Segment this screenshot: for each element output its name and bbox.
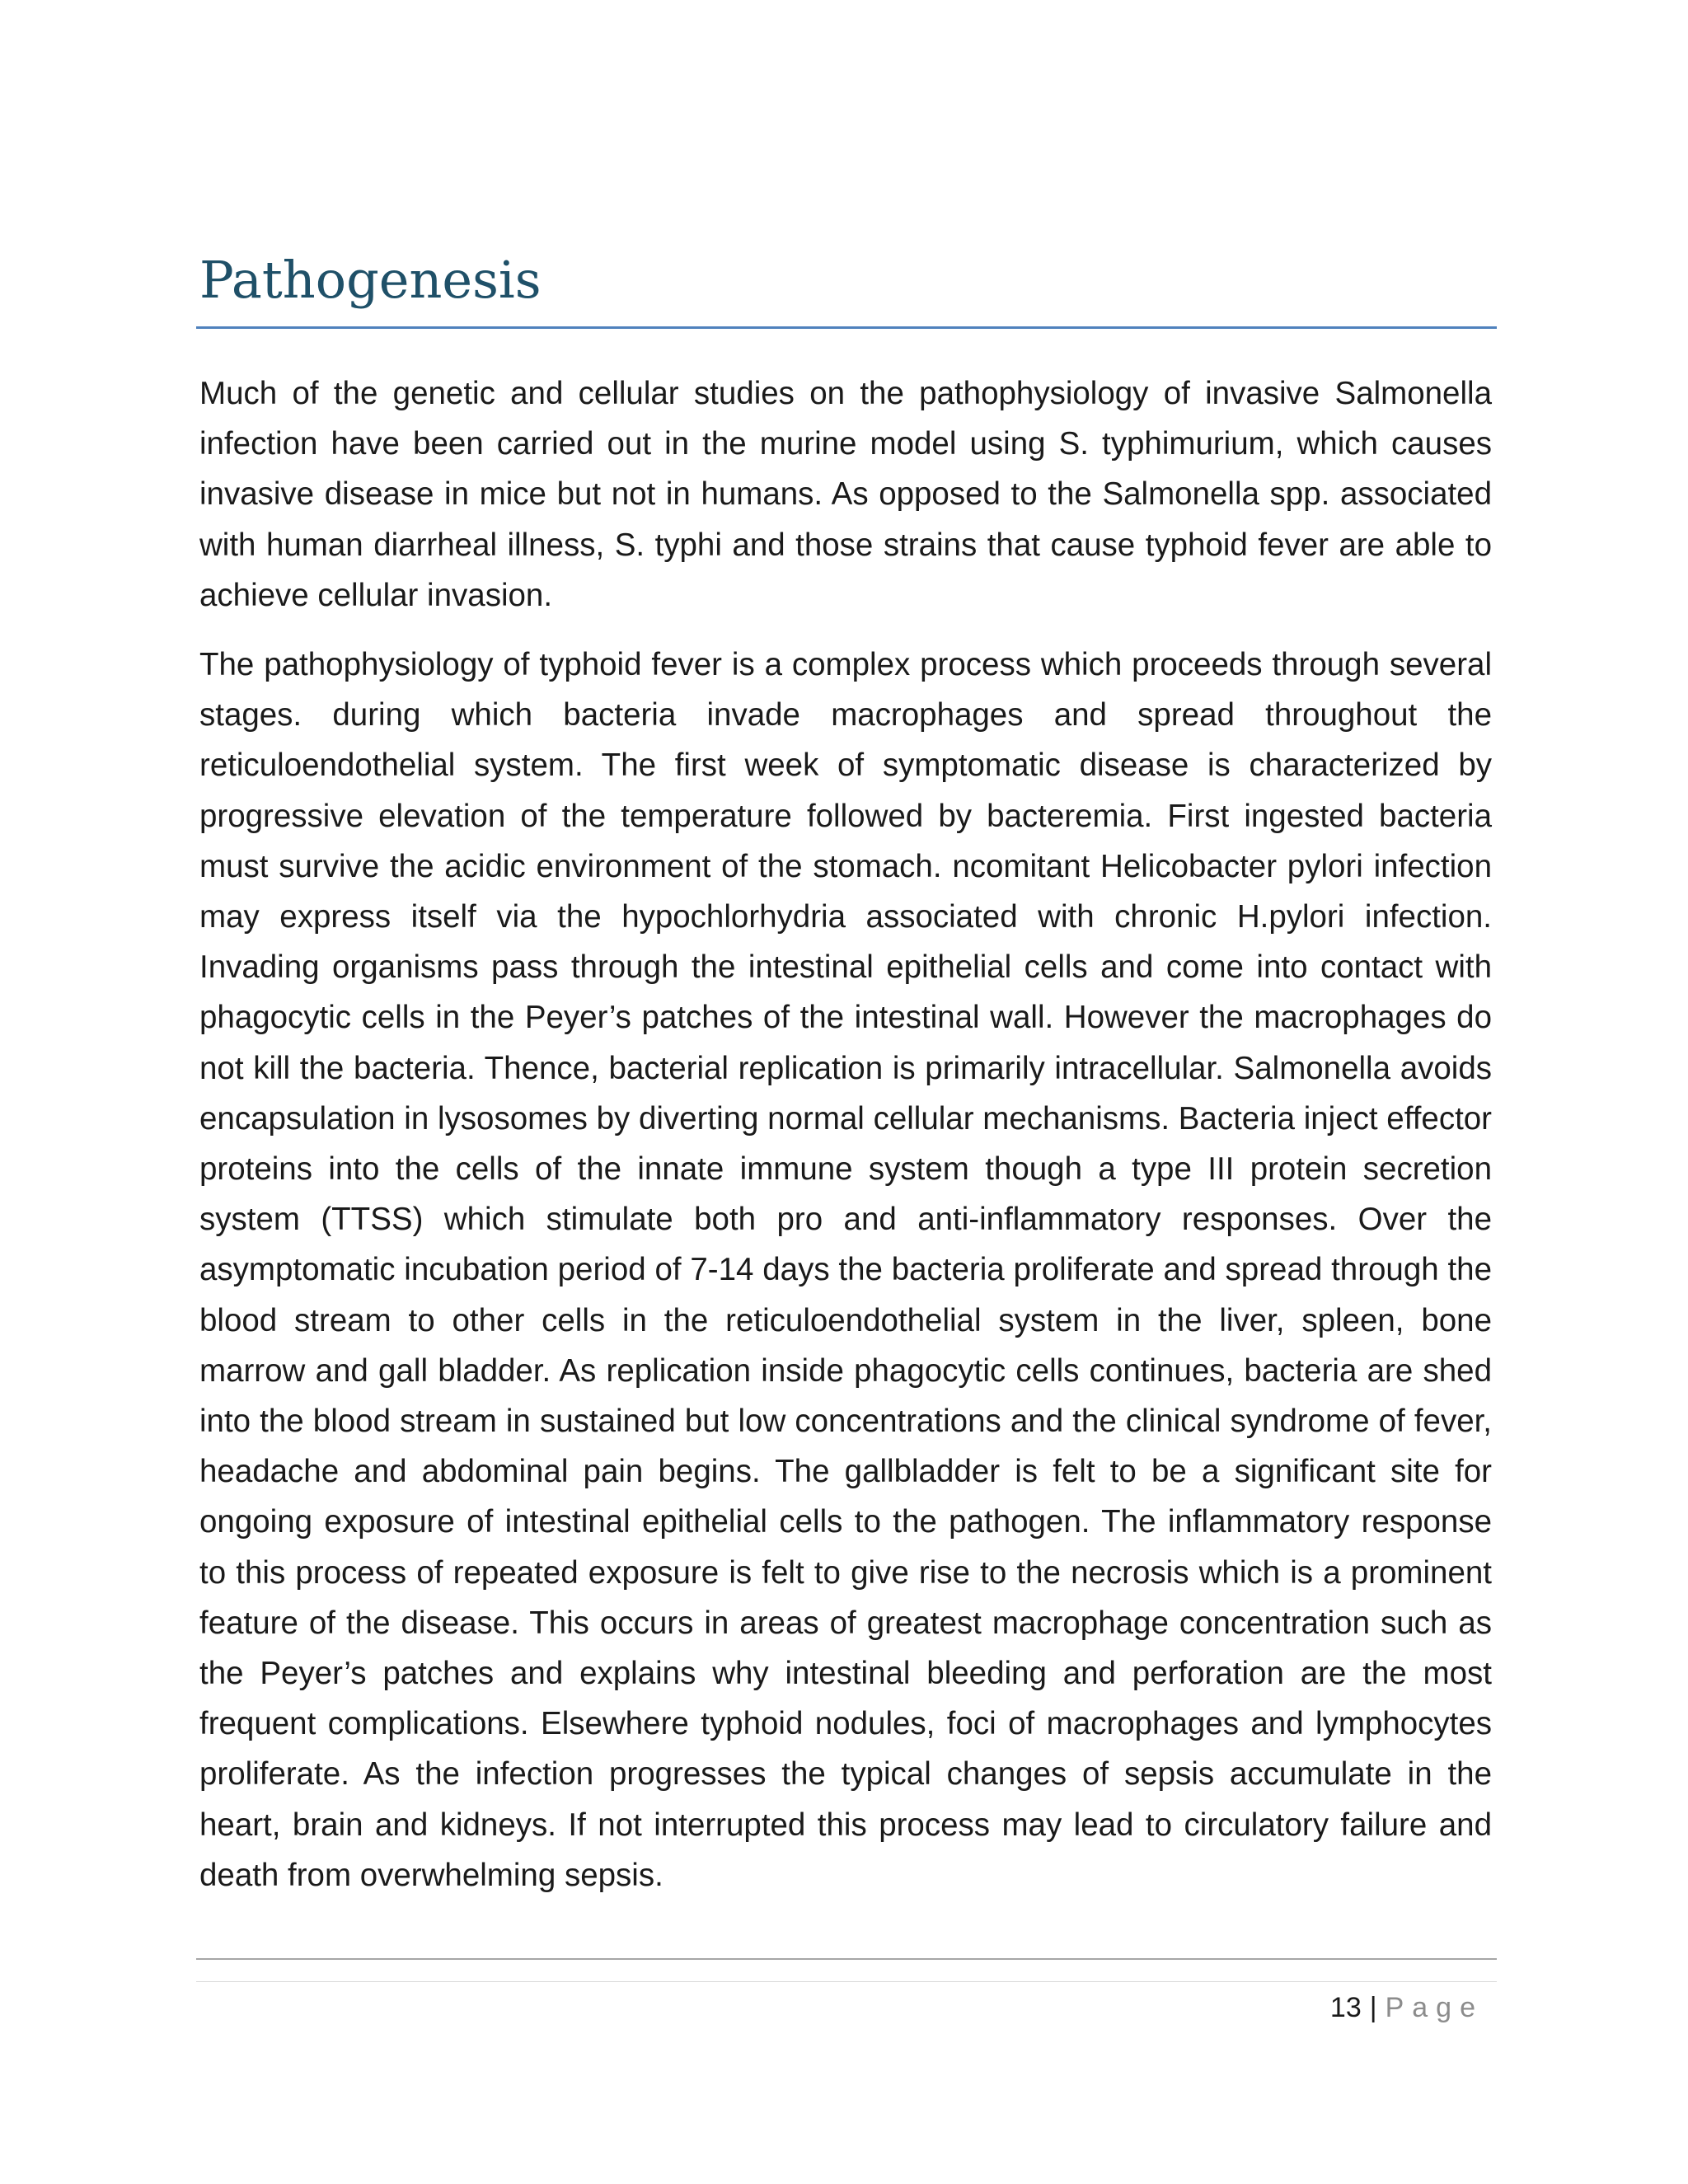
- footer-divider-light: [196, 1981, 1497, 1982]
- page-label: Page: [1385, 1992, 1484, 2023]
- page-number: 13: [1329, 1992, 1362, 2023]
- paragraph-1: Much of the genetic and cellular studies on the pathophysiology of invasive Salmonella infection have been carried out in the murine model using S. typhimurium, which causes invasive disease in mice but not in humans. As opposed to the Salmonella spp. associated with human diarrheal illness, S. typhi and those strains that cause typhoid fever are able to achieve cellular invasion.: [199, 376, 1492, 613]
- footer-divider: [196, 1958, 1497, 1960]
- paragraph-2: The pathophysiology of typhoid fever is a complex process which proceeds through several stages. during which bacteria invade macrophages and spread throughout the reticuloendothelial system. The first week of symptomatic disease is characterized by progressive elevation of the temperature followed by bacteremia. First ingested bacteria must survive the acidic environment of the stomach. ncomitant Helicobacter pylori infection may express itself via the hypochlorhydria associated with chronic H.pylori infection. Invading organisms pass through the intestinal epithelial cells and come into contact with phagocytic cells in the Peyer’s patches of the intestinal wall. However the macrophages do not kill the bacteria. Thence, bacterial replication is primarily intracellular. Salmonella avoids encapsulation in lysosomes by diverting normal cellular mechanisms. Bacteria inject effector proteins into the cells of the innate immune system though a type III protein secretion system (TTSS) which stimulate both pro and anti-inflammatory responses. Over the asymptomatic incubation period of 7-14 days the bacteria proliferate and spread through the blood stream to other cells in the reticuloendothelial system in the liver, spleen, bone marrow and gall bladder. As replication inside phagocytic cells continues, bacteria are shed into the blood stream in sustained but low concentrations and the clinical syndrome of fever, headache and abdominal pain begins. The gallbladder is felt to be a significant site for ongoing exposure of intestinal epithelial cells to the pathogen. The inflammatory response to this process of repeated exposure is felt to give rise to the necrosis which is a prominent feature of the disease. This occurs in areas of greatest macrophage concentration such as the Peyer’s patches and explains why intestinal bleeding and perforation are the most frequent complications. Elsewhere typhoid nodules, foci of macrophages and lymphocytes proliferate. As the infection progresses the typical changes of sepsis accumulate in the heart, brain and kidneys. If not interrupted this process may lead to circulatory failure and death from overwhelming sepsis.: [199, 647, 1492, 1893]
- heading-underline: [196, 326, 1497, 329]
- page-footer: [1330, 1988, 1484, 2027]
- section-heading: Pathogenesis: [199, 250, 542, 310]
- footer-separator: |: [1369, 1992, 1377, 2023]
